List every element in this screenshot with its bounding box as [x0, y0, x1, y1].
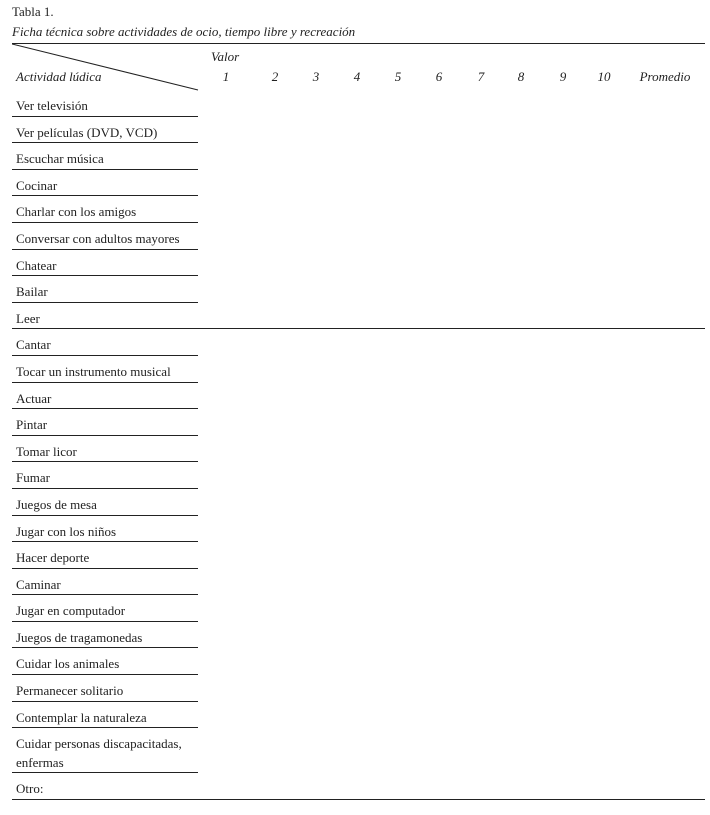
- table-row: [12, 250, 705, 277]
- column-header-9: 9: [559, 69, 567, 84]
- activity-label: Pintar: [12, 409, 198, 436]
- activity-label: Juegos de tragamonedas: [12, 622, 198, 649]
- table-row: [12, 516, 705, 543]
- table-row: [12, 489, 705, 516]
- table-caption: Ficha técnica sobre actividades de ocio, tiempo libre y recreación: [12, 24, 356, 39]
- table-row: [12, 196, 705, 223]
- activity-label: Cuidar personas discapacitadas, enfermas: [12, 728, 198, 773]
- activity-label: Cocinar: [12, 170, 198, 197]
- table-row: [12, 436, 705, 463]
- activity-label: Ver televisión: [12, 90, 198, 117]
- activity-label: Contemplar la naturaleza: [12, 702, 198, 729]
- activity-label: Cantar: [12, 329, 198, 356]
- table-row: [12, 675, 705, 702]
- table-row: [12, 143, 705, 170]
- activity-label: Fumar: [12, 462, 198, 489]
- activity-label: Bailar: [12, 276, 198, 303]
- column-header-8: 8: [517, 69, 525, 84]
- column-header-1: 1: [222, 69, 230, 84]
- table-row: [12, 409, 705, 436]
- table-row: [12, 329, 705, 356]
- activity-label: Tocar un instrumento musical: [12, 356, 198, 383]
- activity-table: [12, 90, 705, 800]
- activity-label: Jugar en computador: [12, 595, 198, 622]
- column-header-3: 3: [312, 69, 320, 84]
- table-row: [12, 276, 705, 303]
- table-row: [12, 223, 705, 250]
- table-row: [12, 702, 705, 729]
- activity-label: Hacer deporte: [12, 542, 198, 569]
- column-header-2: 2: [271, 69, 279, 84]
- table-row: [12, 383, 705, 410]
- activity-label: Leer: [16, 310, 40, 326]
- table-row: [12, 648, 705, 675]
- value-label: Valor: [211, 49, 240, 64]
- activity-label: Juegos de mesa: [12, 489, 198, 516]
- table-row: [12, 542, 705, 569]
- table-row: [12, 462, 705, 489]
- activity-label: Charlar con los amigos: [12, 196, 198, 223]
- row-header-label: Actividad lúdica: [16, 69, 102, 84]
- column-header-10: 10: [597, 69, 611, 84]
- table-row: [12, 773, 705, 800]
- table-row: [12, 303, 705, 330]
- activity-label: Chatear: [12, 250, 198, 277]
- activity-label: Otro:: [16, 781, 44, 797]
- table-row: [12, 569, 705, 596]
- activity-label: Caminar: [12, 569, 198, 596]
- column-header-4: 4: [353, 69, 361, 84]
- table-row: [12, 170, 705, 197]
- activity-label: Ver películas (DVD, VCD): [12, 117, 198, 144]
- table-label: Tabla 1.: [12, 4, 54, 19]
- column-header-7: 7: [477, 69, 485, 84]
- table-row: [12, 90, 705, 117]
- activity-label: Actuar: [12, 383, 198, 410]
- activity-label: Escuchar música: [12, 143, 198, 170]
- table-row: [12, 117, 705, 144]
- activity-label: Tomar licor: [12, 436, 198, 463]
- activity-label: Conversar con adultos mayores: [12, 223, 198, 250]
- table-row: [12, 622, 705, 649]
- column-header-5: 5: [394, 69, 402, 84]
- table-row: [12, 728, 705, 773]
- activity-label: Cuidar los animales: [12, 648, 198, 675]
- table-row: [12, 595, 705, 622]
- activity-label: Permanecer solitario: [12, 675, 198, 702]
- table-row: [12, 356, 705, 383]
- activity-label: Jugar con los niños: [12, 516, 198, 543]
- column-header-6: 6: [435, 69, 443, 84]
- column-header-promedio: Promedio: [639, 69, 691, 84]
